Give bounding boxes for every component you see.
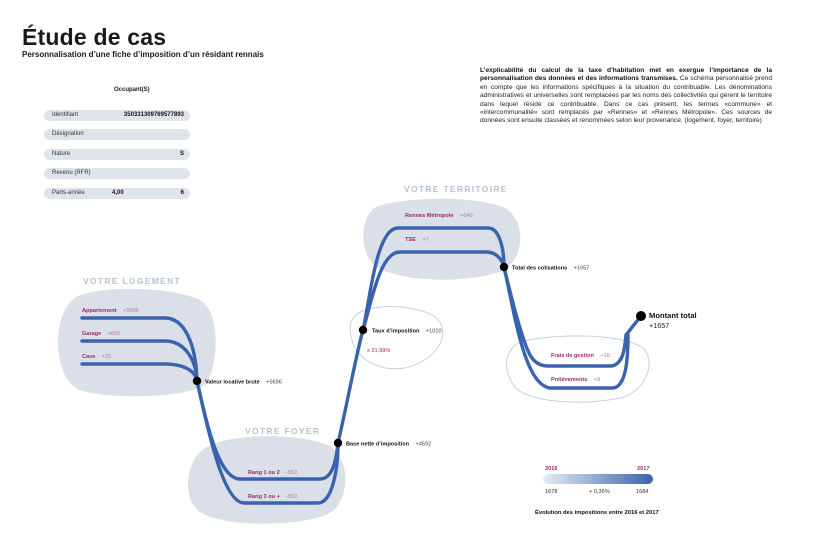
legend-value-start: 1678 [545, 489, 558, 495]
legend-year-start: 2016 [545, 466, 558, 472]
link-frais-gestion [551, 344, 610, 361]
node-value: +1657 [573, 265, 590, 272]
node-bni [346, 433, 431, 450]
field-label: Parts-année [52, 190, 85, 196]
node-value: +4592 [415, 441, 432, 448]
section-logement: VOTRE LOGEMENT [83, 276, 182, 286]
page-title: Étude de cas [22, 24, 167, 50]
occupant-heading: Occupant(S) [114, 87, 150, 93]
legend-year-end: 2017 [637, 466, 650, 472]
field-value-secondary: 4,00 [112, 190, 124, 196]
field-value: 350331309769577893 [123, 112, 184, 118]
legend-caption: Évolution des impositions entre 2016 et 2017 [535, 510, 659, 516]
node-value: +5696 [266, 379, 282, 386]
field-value: 6 [180, 190, 184, 196]
link-name: Cave [82, 354, 96, 360]
flow-prelev [504, 267, 628, 388]
intro-bold: L’explicabilité du calcul de la taxe d’habitation met en exergue l’importance de la personnalisation des données et des informations transmises. [480, 67, 772, 83]
node-cotis [512, 257, 589, 274]
link-value: +18 [600, 353, 610, 359]
blob-taux [350, 307, 443, 369]
link-value: -552 [286, 470, 298, 476]
field-value: S [179, 151, 184, 157]
node-taux [372, 320, 442, 337]
node-name: Total des cotisations [512, 265, 568, 272]
node-montant-value: +1657 [649, 321, 670, 330]
field-label: Identifiant [52, 112, 79, 118]
legend-value-end: 1684 [636, 489, 649, 495]
node-taux-dot [359, 326, 367, 334]
link-name: Rennes Métropole [405, 213, 454, 219]
node-bni-dot [334, 439, 342, 447]
link-name: Frais de gestion [551, 353, 594, 359]
node-vlb-dot [193, 377, 201, 385]
link-name: TSE [405, 237, 416, 243]
link-prelevements [551, 368, 600, 385]
blob-territoire [363, 199, 520, 280]
node-value: +1010 [425, 328, 442, 335]
node-taux-rate: x 21,99% [367, 348, 391, 354]
link-name: Rang 3 ou + [248, 494, 280, 500]
field-label: Nature [52, 151, 71, 157]
node-cotis-dot [500, 263, 508, 271]
link-value: +5006 [122, 308, 139, 314]
link-value: +25 [101, 354, 112, 360]
link-value: +9 [593, 377, 601, 383]
link-name: Rang 1 ou 2 [248, 470, 280, 476]
link-value: -552 [286, 494, 298, 500]
node-montant-dot [636, 311, 646, 321]
field-label: Désignation [52, 131, 84, 137]
field-label: Revenu (RFR) [52, 170, 91, 176]
link-name: Garage [82, 331, 102, 337]
link-value: +640 [459, 213, 473, 219]
node-name: Base nette d’imposition [346, 441, 410, 448]
legend-gradient-bar [543, 474, 653, 484]
section-foyer: VOTRE FOYER [245, 426, 321, 436]
link-value: +665 [107, 331, 121, 337]
section-territoire: VOTRE TERRITOIRE [404, 184, 508, 194]
link-name: Appartement [82, 308, 117, 314]
node-montant-name: Montant total [649, 311, 697, 320]
link-name: Prélèvements [551, 377, 588, 383]
node-name: Taux d’imposition [372, 328, 420, 335]
node-name: Valeur locative brute [205, 379, 260, 386]
intro-text: Ce schéma personnalisé prend en compte que les informations spécifiques à la situation du contribuable. Les dénominations administratives et universelles sont remplacées par les noms des collectivités qui gèrent le territoire dans lequel réside ce contribuable. Dans ce cas présent, les termes «commune» et «intercommunalité» sont remplacés par «Rennes» et «Rennes Métropole». Ces sources de données sont ensuite classées et renommées selon leur provenance. (logement, foyer, territoire) [480, 75, 772, 125]
link-value: +7 [422, 237, 429, 243]
page-subtitle: Personnalisation d’une fiche d’imposition d’un résidant rennais [22, 50, 264, 59]
node-vlb [205, 371, 282, 388]
flow-bni-taux [338, 330, 363, 443]
legend-change: + 0,36% [589, 489, 610, 495]
